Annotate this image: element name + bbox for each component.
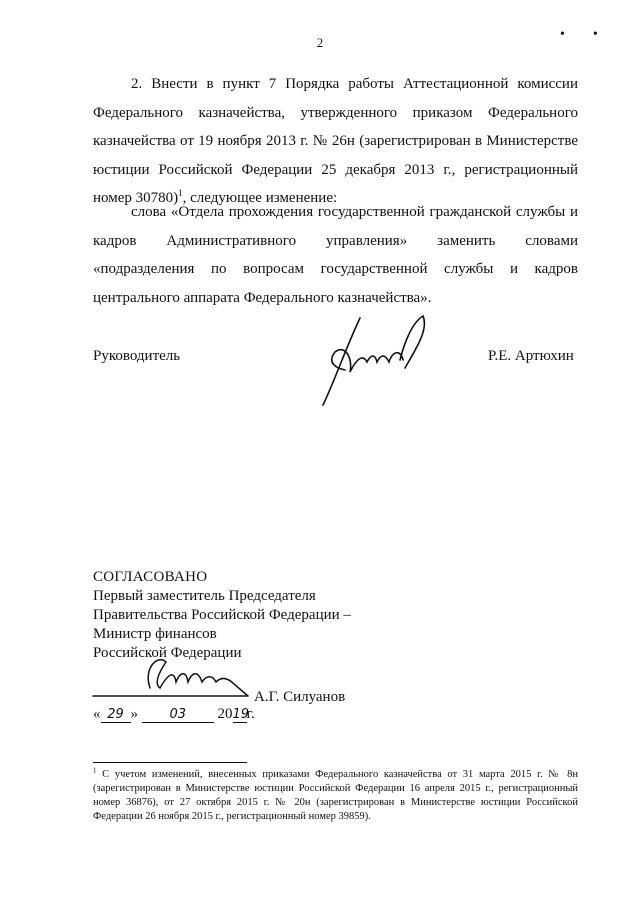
minister-signature <box>88 648 258 708</box>
paragraph-change-text: слова «Отдела прохождения государственной гражданской службы и кадров Административного управления» заменить словами «подразделения по вопросам государственной службы и кадров центрального аппарата Федерального казначейства». <box>93 204 578 306</box>
paragraph-2-text: 2. Внести в пункт 7 Порядка работы Аттестационной комиссии Федерального казначейства, утвержденного приказом Федерального казначейства от 19 ноября 2013 г. № 26н (зарегистрирован в Министерстве юстиции Российской Федерации 25 декабря 2013 г., регистрационный номер 30780) <box>93 76 578 206</box>
paragraph-2-tail: , следующее изменение: <box>182 190 338 206</box>
date-open-quote: « <box>93 706 101 722</box>
date-year-suffix: 19 <box>232 707 250 722</box>
page-number: 2 <box>316 35 324 50</box>
date-close-quote: » <box>130 706 138 722</box>
agreement-position-line-3: Министр финансов <box>93 626 217 642</box>
date-year-abbrev: г. <box>246 706 255 722</box>
agreement-position-line-2: Правительства Российской Федерации – <box>93 607 351 623</box>
agreement-date <box>93 706 255 723</box>
agreement-position-line-1: Первый заместитель Председателя <box>93 588 316 604</box>
minister-name: А.Г. Силуанов <box>254 689 346 705</box>
paragraph-2 <box>93 70 578 213</box>
footnote-marker: 1 <box>93 766 97 775</box>
scan-specks: •• <box>560 27 626 42</box>
date-year-prefix: 20 <box>217 706 233 722</box>
agreement-position-line-4: Российской Федерации <box>93 645 242 661</box>
date-day: 29 <box>101 707 131 723</box>
signer-title: Руководитель <box>93 348 181 364</box>
footnote-ref: 1 <box>178 188 183 198</box>
paragraph-change <box>93 198 578 312</box>
signer-name: Р.Е. Артюхин <box>488 348 574 364</box>
footnote-divider <box>93 762 247 763</box>
head-signature <box>305 310 435 415</box>
footnote <box>93 768 578 824</box>
date-month: 03 <box>142 707 214 723</box>
footnote-text: С учетом изменений, внесенных приказами Федерального казначейства от 31 марта 2015 г. № 8н (зарегистрирован в Министерстве юстиции Российской Федерации 16 апреля 2015 г., регистрационный номер 36876), от 27 октября 2015 г. № 20н (зарегистрирован в Министерстве юстиции Российской Федерации 26 ноября 2015 г., регистрационный номер 39859). <box>93 769 578 822</box>
agreement-heading: СОГЛАСОВАНО <box>93 569 208 585</box>
